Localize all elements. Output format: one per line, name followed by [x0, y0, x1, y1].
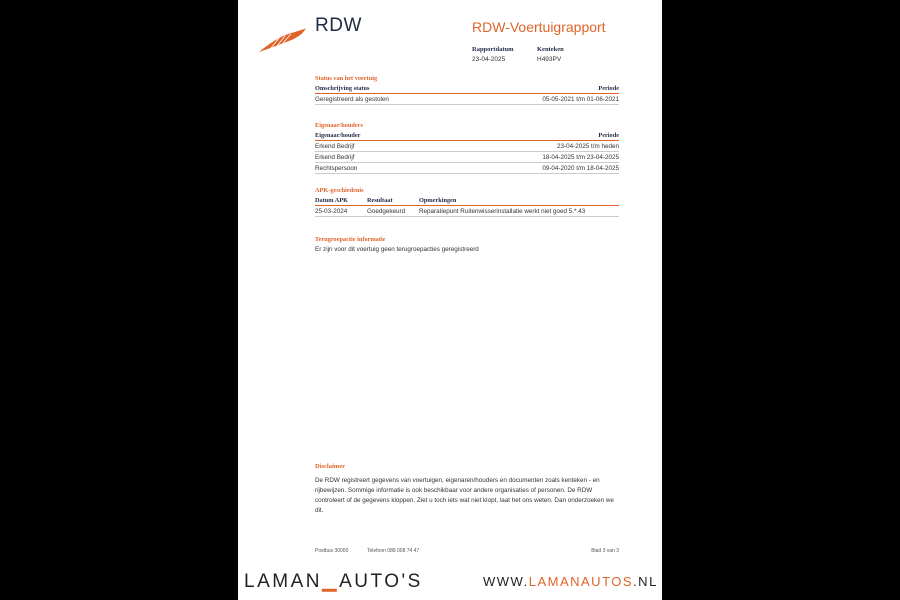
- status-section: [315, 75, 619, 105]
- report-date-block: [472, 45, 514, 65]
- owners-table: [315, 132, 619, 174]
- table-row: [315, 163, 619, 174]
- status-table: [315, 85, 619, 105]
- dealer-banner: [238, 567, 662, 600]
- plate-block: [537, 45, 564, 65]
- owners-col-period: Periode: [428, 132, 619, 141]
- dealer-logo-separator-icon: ▁: [321, 571, 340, 592]
- period-cell: 09-04-2020 t/m 18-04-2025: [428, 163, 619, 174]
- table-row: [315, 94, 619, 105]
- apk-section: [315, 187, 619, 217]
- footer-phone: Telefoon 088 008 74 47: [367, 548, 420, 554]
- period-cell: 18-04-2025 t/m 23-04-2025: [428, 152, 619, 163]
- period-cell: 23-04-2025 t/m heden: [428, 141, 619, 152]
- plate-value: H493PV: [537, 56, 562, 63]
- table-row: [315, 141, 619, 152]
- apk-title: APK-geschiedenis: [315, 187, 364, 194]
- report-date-value: 23-04-2025: [472, 56, 506, 63]
- plate-label: Kenteken: [537, 46, 564, 53]
- apk-date-cell: 25-03-2024: [315, 206, 367, 217]
- recall-section: [315, 236, 619, 253]
- owner-cell: Erkend Bedrijf: [315, 152, 428, 163]
- apk-col-result: Resultaat: [367, 197, 419, 206]
- status-title: Status van het voertuig: [315, 75, 378, 82]
- dealer-logo: [244, 570, 423, 593]
- disclaimer-section: [315, 463, 619, 516]
- owners-section: [315, 122, 619, 174]
- status-cell: Geregistreerd als gestolen: [315, 94, 464, 105]
- apk-table: [315, 197, 619, 217]
- owner-cell: Erkend Bedrijf: [315, 141, 428, 152]
- status-col-description: Omschrijving status: [315, 85, 464, 94]
- recall-title: Terugroepactie informatie: [315, 236, 386, 243]
- footer-postbus: Postbus 30000: [315, 548, 349, 554]
- table-row: [315, 152, 619, 163]
- apk-col-remarks: Opmerkingen: [419, 197, 619, 206]
- website-suffix: .NL: [633, 574, 658, 589]
- apk-result-cell: Goedgekeurd: [367, 206, 419, 217]
- dealer-website[interactable]: [483, 574, 658, 589]
- report-page: [238, 0, 662, 600]
- owners-title: Eigenaar/houders: [315, 122, 363, 129]
- rdw-feather-logo-icon: [257, 26, 307, 54]
- dealer-name-left: LAMAN: [244, 571, 322, 592]
- website-prefix: WWW.: [483, 574, 529, 589]
- website-name: LAMANAUTOS: [528, 574, 634, 589]
- disclaimer-text: De RDW registreert gegevens van voertuigen, eigenaren/houders en documenten zoals kenteken - en rijbewijzen. Sommige informatie is ook beschikbaar voor andere organisaties of personen. De RDW controleert of de gegevens kloppen. Ziet u toch iets wat niet klopt, laat het ons weten. Dan onderzoeken we dit.: [315, 477, 614, 514]
- footer-page-number: Blad 3 van 3: [591, 548, 619, 554]
- recall-text: Er zijn voor dit voertuig geen terugroepacties geregistreerd: [315, 246, 479, 253]
- status-col-period: Periode: [464, 85, 619, 94]
- brand-name: RDW: [315, 15, 362, 36]
- apk-remarks-cell: Reparatiepunt Ruitenwisserinstallatie werkt niet goed 5.*.43: [419, 206, 619, 217]
- apk-col-date: Datum APK: [315, 197, 367, 206]
- report-date-label: Rapportdatum: [472, 46, 514, 53]
- table-row: [315, 206, 619, 217]
- disclaimer-title: Disclaimer: [315, 463, 345, 470]
- period-cell: 05-05-2021 t/m 01-06-2021: [464, 94, 619, 105]
- report-title: RDW-Voertuigrapport: [472, 19, 606, 35]
- owners-col-owner: Eigenaar/houder: [315, 132, 428, 141]
- owner-cell: Rechtspersoon: [315, 163, 428, 174]
- dealer-name-right: AUTO'S: [339, 571, 423, 592]
